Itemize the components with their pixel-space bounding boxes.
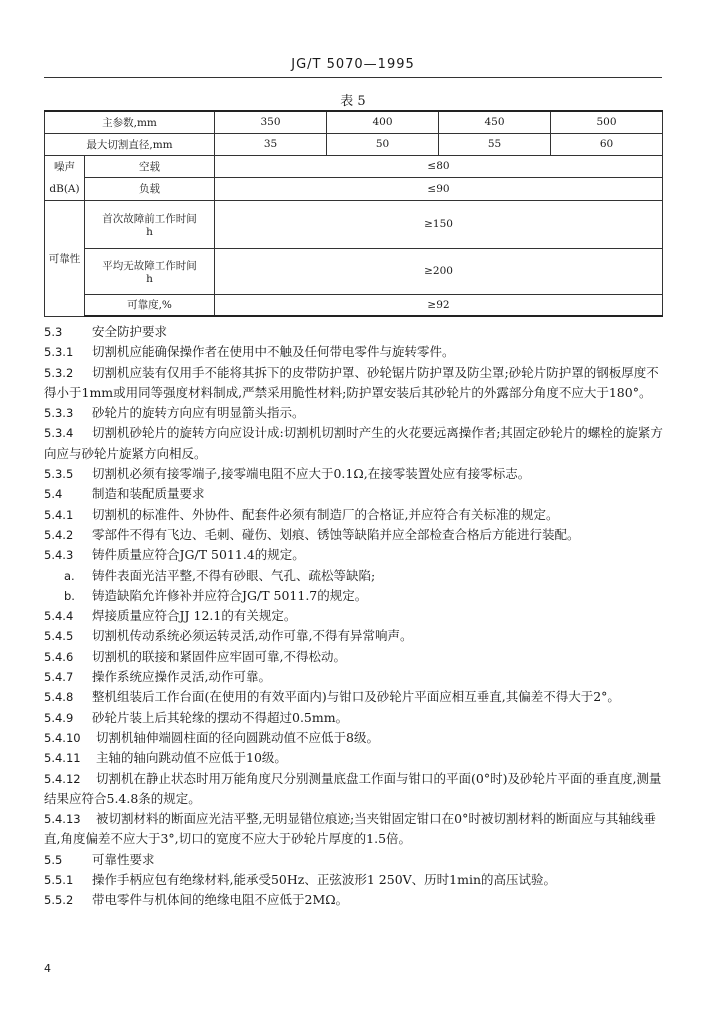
max-cut-55: 55 xyxy=(439,133,551,155)
reliability-degree-value: ≥92 xyxy=(215,294,663,316)
section-text: 整机组装后工作台面(在使用的有效平面内)与钳口及砂轮片平面应相互垂直,其偏差不得大于2°。 xyxy=(92,689,620,705)
table-row xyxy=(45,155,663,178)
section-paragraph xyxy=(44,586,664,606)
section-paragraph xyxy=(44,769,664,810)
section-paragraph xyxy=(44,545,664,565)
section-paragraph xyxy=(44,464,664,484)
document-header: JG/T 5070—1995 xyxy=(291,57,415,72)
section-text: 安全防护要求 xyxy=(92,324,168,339)
idle-label: 空载 xyxy=(85,155,215,178)
section-number: 5.4.10 xyxy=(44,730,81,745)
section-number: 5.4.6 xyxy=(44,649,74,664)
section-paragraph xyxy=(44,748,664,768)
section-number: 5.3.2 xyxy=(44,365,74,380)
section-number: 5.5.2 xyxy=(44,893,74,908)
page-number: 4 xyxy=(44,962,51,975)
section-number: 5.5.1 xyxy=(44,873,74,888)
section-number: 5.4.13 xyxy=(44,812,81,827)
main-param-400: 400 xyxy=(327,111,439,133)
first-failure-label-line1: 首次故障前工作时间 xyxy=(102,212,197,225)
section-number: 5.3.5 xyxy=(44,467,74,482)
spec-table xyxy=(44,110,663,317)
section-text: 切割机的标准件、外协件、配套件必须有制造厂的合格证,并应符合有关标准的规定。 xyxy=(92,506,559,522)
noise-label-line1: 噪声 xyxy=(54,160,75,173)
section-paragraph xyxy=(44,505,664,525)
section-paragraph xyxy=(44,322,664,342)
section-number: 5.3 xyxy=(44,325,63,339)
max-cut-label: 最大切割直径,mm xyxy=(45,133,215,155)
section-number: 5.4.1 xyxy=(44,507,74,522)
section-paragraph xyxy=(44,626,664,646)
section-text: 带电零件与机体间的绝缘电阻不应低于2MΩ。 xyxy=(92,892,349,908)
section-paragraph xyxy=(44,423,664,464)
section-text: 砂轮片装上后其轮缘的摆动不得超过0.5mm。 xyxy=(92,709,349,725)
main-param-500: 500 xyxy=(551,111,663,133)
mtbf-label-line1: 平均无故障工作时间 xyxy=(102,259,197,272)
section-text: 焊接质量应符合JJ 12.1的有关规定。 xyxy=(92,608,297,624)
section-text: 被切割材料的断面应光洁平整,无明显错位痕迹;当夹钳固定钳口在0°时被切割材料的断面应与其轴线垂直,角度偏差不应大于3°,切口的宽度不应大于砂轮片厚度的1.5倍。 xyxy=(44,811,656,847)
mtbf-label-line2: h xyxy=(146,272,153,285)
section-paragraph xyxy=(44,870,664,890)
section-paragraph xyxy=(44,809,664,850)
section-number: 5.3.3 xyxy=(44,406,74,421)
section-paragraph xyxy=(44,728,664,748)
main-param-label: 主参数,mm xyxy=(45,111,215,133)
section-text: 铸件质量应符合JG/T 5011.4的规定。 xyxy=(92,547,305,563)
section-text: 切割机应能确保操作者在使用中不触及任何带电零件与旋转零件。 xyxy=(92,344,455,360)
section-paragraph xyxy=(44,484,664,504)
table-row xyxy=(45,294,663,316)
main-param-450: 450 xyxy=(439,111,551,133)
first-failure-label-line2: h xyxy=(146,225,153,238)
section-text: 切割机应装有仅用手不能将其拆下的皮带防护罩、砂轮锯片防护罩及防尘罩;砂轮片防护罩的钢板厚度不得小于1mm或用同等强度材料制成,严禁采用脆性材料;防护罩安装后其砂轮片的外露部分角度不应大于180°。 xyxy=(44,364,659,400)
section-number: 5.4.5 xyxy=(44,629,74,644)
mtbf-value: ≥200 xyxy=(215,248,663,294)
section-text: 砂轮片的旋转方向应有明显箭头指示。 xyxy=(92,405,305,421)
section-text: 切割机的联接和紧固件应牢固可靠,不得松动。 xyxy=(92,648,346,664)
section-number: b. xyxy=(64,588,75,603)
section-number: 5.4.2 xyxy=(44,527,74,542)
section-number: 5.3.4 xyxy=(44,426,74,441)
section-number: 5.4 xyxy=(44,487,63,502)
section-paragraph xyxy=(44,525,664,545)
main-param-350: 350 xyxy=(215,111,327,133)
section-number: a. xyxy=(64,568,75,583)
section-paragraph xyxy=(44,403,664,423)
section-paragraph xyxy=(44,687,664,707)
section-paragraph xyxy=(44,708,664,728)
section-paragraph xyxy=(44,890,664,910)
section-number: 5.4.3 xyxy=(44,548,74,563)
section-paragraph xyxy=(44,363,664,404)
table-caption: 表 5 xyxy=(340,94,366,109)
section-number: 5.4.9 xyxy=(44,710,74,725)
section-paragraph xyxy=(44,566,664,586)
section-number: 5.4.7 xyxy=(44,670,74,685)
table-row xyxy=(45,133,663,155)
body-text xyxy=(44,322,664,911)
mtbf-label xyxy=(85,248,215,294)
section-text: 切割机传动系统必须运转灵活,动作可靠,不得有异常响声。 xyxy=(92,628,413,644)
noise-label xyxy=(45,155,85,200)
table-row xyxy=(45,200,663,248)
section-text: 切割机必须有接零端子,接零端电阻不应大于0.1Ω,在接零装置处应有接零标志。 xyxy=(92,466,531,482)
section-paragraph xyxy=(44,667,664,687)
section-number: 5.4.8 xyxy=(44,690,74,705)
max-cut-50: 50 xyxy=(327,133,439,155)
section-text: 切割机在静止状态时用万能角度尺分别测量底盘工作面与钳口的平面(0°时)及砂轮片平面的垂直度,测量结果应符合5.4.8条的规定。 xyxy=(44,770,662,806)
section-number: 5.4.11 xyxy=(44,751,81,766)
noise-label-line2: dB(A) xyxy=(49,182,80,195)
section-text: 切割机砂轮片的旋转方向应设计成:切割机切割时产生的火花要远离操作者;其固定砂轮片的螺栓的旋紧方向应与砂轮片旋紧方向相反。 xyxy=(44,425,663,461)
load-label: 负载 xyxy=(85,178,215,201)
section-text: 操作手柄应包有绝缘材料,能承受50Hz、正弦波形1 250V、历时1min的高压试验。 xyxy=(92,872,557,888)
section-text: 可靠性要求 xyxy=(92,851,155,867)
section-text: 铸件表面光洁平整,不得有砂眼、气孔、疏松等缺陷; xyxy=(92,567,376,583)
max-cut-35: 35 xyxy=(215,133,327,155)
section-text: 主轴的轴向跳动值不应低于10级。 xyxy=(96,750,287,766)
section-paragraph xyxy=(44,606,664,626)
section-paragraph xyxy=(44,342,664,362)
table-row xyxy=(45,248,663,294)
reliability-degree-label: 可靠度,% xyxy=(85,294,215,316)
section-number: 5.5 xyxy=(44,852,63,867)
section-paragraph xyxy=(44,647,664,667)
table-row xyxy=(45,111,663,133)
header-rule xyxy=(44,77,662,78)
max-cut-60: 60 xyxy=(551,133,663,155)
section-paragraph xyxy=(44,850,664,870)
section-number: 5.4.4 xyxy=(44,609,74,624)
idle-value: ≤80 xyxy=(215,155,663,178)
first-failure-value: ≥150 xyxy=(215,200,663,248)
section-text: 零部件不得有飞边、毛刺、碰伤、划痕、锈蚀等缺陷并应全部检查合格后方能进行装配。 xyxy=(92,526,580,542)
section-text: 铸造缺陷允许修补并应符合JG/T 5011.7的规定。 xyxy=(92,587,368,603)
reliability-label: 可靠性 xyxy=(45,200,85,316)
section-text: 制造和装配质量要求 xyxy=(92,486,205,502)
table-row xyxy=(45,178,663,201)
section-number: 5.3.1 xyxy=(44,345,74,360)
load-value: ≤90 xyxy=(215,178,663,201)
section-number: 5.4.12 xyxy=(44,771,81,786)
section-text: 切割机轴伸端圆柱面的径向圆跳动值不应低于8级。 xyxy=(96,729,379,745)
first-failure-label xyxy=(85,200,215,248)
section-text: 操作系统应操作灵活,动作可靠。 xyxy=(92,669,271,685)
